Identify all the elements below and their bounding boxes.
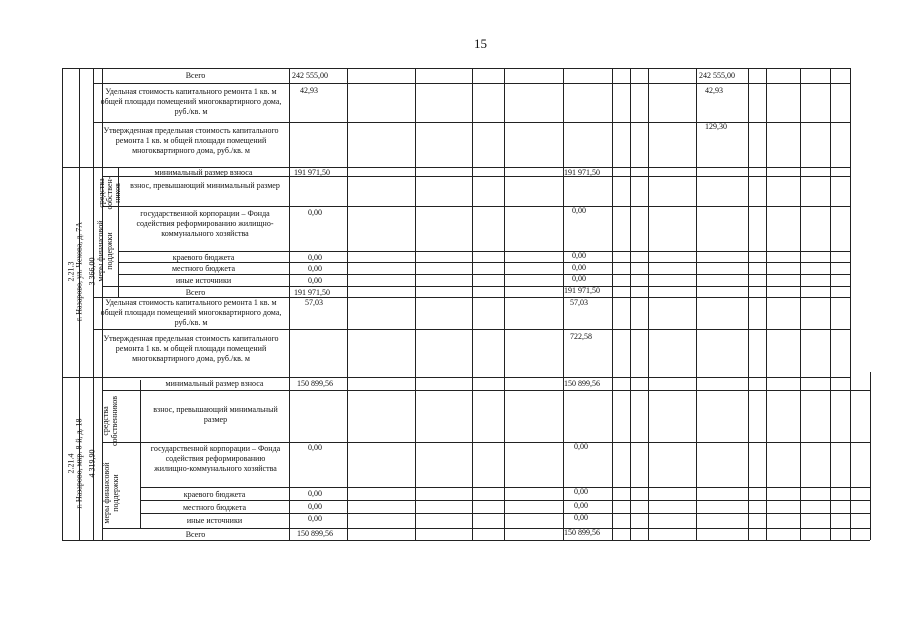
row-label-total: Всего — [185, 530, 206, 539]
cell-total-col: 242 555,00 — [699, 71, 735, 80]
table-border — [347, 68, 348, 540]
table-border — [504, 68, 505, 540]
table-border — [102, 390, 870, 391]
row-label-regional: краевого бюджета — [183, 490, 246, 499]
cell-limit-col: 722,58 — [570, 332, 592, 341]
table-border — [102, 528, 870, 529]
table-border — [140, 500, 870, 501]
table-border — [648, 68, 649, 540]
cell-min-payment-col: 150 899,56 — [564, 379, 600, 388]
table-border — [93, 329, 850, 330]
table-border — [630, 68, 631, 540]
house-code: 2.21.3 — [66, 261, 76, 282]
row-label-total: Всего — [185, 71, 206, 80]
row-label-unit-cost: Удельная стоимость капитального ремонта 1 кв. м общей площади помещений многоквартирного дома, руб./кв. м — [100, 87, 282, 116]
cell-corporation: 0,00 — [308, 443, 322, 452]
cell-regional: 0,00 — [308, 253, 322, 262]
row-label-other: иные источники — [186, 516, 243, 525]
cell-corporation: 0,00 — [308, 208, 322, 217]
table-border — [850, 68, 851, 540]
row-label-corporation: государственной корпорации – Фонда содействия реформированию жилищно-коммунального хозяйства — [150, 444, 281, 473]
row-label-other: иные источники — [175, 276, 232, 285]
cell-total-col: 150 899,56 — [564, 528, 600, 537]
table-border — [766, 68, 767, 540]
cell-local-col: 0,00 — [572, 263, 586, 272]
table-border — [140, 487, 870, 488]
cell-other-col: 0,00 — [574, 513, 588, 522]
row-label-min-payment: минимальный размер взноса — [154, 168, 253, 177]
row-label-limit: Утвержденная предельная стоимость капитального ремонта 1 кв. м общей площади помещений многоквартирного дома, руб./кв. м — [103, 126, 279, 155]
cell-total: 150 899,56 — [297, 529, 333, 538]
table-border — [62, 68, 63, 540]
cell-corporation-col: 0,00 — [574, 442, 588, 451]
cell-min-payment-col: 191 971,50 — [564, 168, 600, 177]
cell-unit-cost-col: 42,93 — [705, 86, 723, 95]
table-border — [140, 513, 870, 514]
row-label-limit: Утвержденная предельная стоимость капитального ремонта 1 кв. м общей площади помещений многоквартирного дома, руб./кв. м — [103, 334, 279, 363]
row-label-corporation: государственной корпорации – Фонда содействия реформированию жилищно-коммунального хозяйства — [136, 209, 274, 238]
cell-other: 0,00 — [308, 514, 322, 523]
row-label-regional: краевого бюджета — [172, 253, 235, 262]
cell-limit-col: 129,30 — [705, 122, 727, 131]
table-border — [118, 274, 850, 275]
cell-regional-col: 0,00 — [572, 251, 586, 260]
cell-min-payment: 150 899,56 — [297, 379, 333, 388]
owners-funds-label: средства собствен-ников — [97, 176, 122, 210]
cell-other-col: 0,00 — [572, 274, 586, 283]
table-border — [102, 286, 850, 287]
table-border — [289, 68, 290, 540]
house-area: 4 319,90 — [87, 449, 97, 478]
table-border — [93, 83, 850, 84]
row-label-unit-cost: Удельная стоимость капитального ремонта 1 кв. м общей площади помещений многоквартирного дома, руб./кв. м — [100, 298, 282, 327]
table-border — [102, 442, 870, 443]
table-border — [102, 206, 850, 207]
table-border — [415, 68, 416, 540]
house-address: г. Назарово, ул. Чехова, д. 7А — [74, 221, 84, 322]
cell-total: 191 971,50 — [294, 288, 330, 297]
page-number: 15 — [474, 36, 487, 51]
table-border — [62, 377, 850, 378]
table-border — [472, 68, 473, 540]
cell-corporation-col: 0,00 — [572, 206, 586, 215]
table-border — [62, 68, 851, 69]
financial-support-label: меры финансовой поддержки — [96, 220, 114, 282]
cell-total: 242 555,00 — [292, 71, 328, 80]
table-border — [118, 251, 850, 252]
cell-local: 0,00 — [308, 502, 322, 511]
table-border — [563, 68, 564, 540]
cell-regional: 0,00 — [308, 489, 322, 498]
row-label-local: местного бюджета — [171, 264, 236, 273]
cell-unit-cost-col: 57,03 — [570, 298, 588, 307]
house-area: 3 366,00 — [87, 257, 97, 286]
table-border — [612, 68, 613, 540]
row-label-excess: взнос, превышающий минимальный размер — [130, 181, 280, 190]
table-border — [93, 122, 850, 123]
cell-total-col: 191 971,50 — [564, 286, 600, 295]
financial-support-label: меры финансовой поддержки — [102, 462, 120, 524]
row-label-total: Всего — [185, 288, 206, 297]
cell-local: 0,00 — [308, 264, 322, 273]
row-label-excess: взнос, превышающий минимальный размер — [153, 405, 278, 424]
cell-min-payment: 191 971,50 — [294, 168, 330, 177]
cell-regional-col: 0,00 — [574, 487, 588, 496]
row-label-local: местного бюджета — [182, 503, 247, 512]
table-border — [748, 68, 749, 540]
owners-funds-label: средства собственников — [101, 395, 119, 447]
table-border — [696, 68, 697, 540]
table-border — [62, 540, 870, 541]
cell-unit-cost: 42,93 — [300, 86, 318, 95]
cell-other: 0,00 — [308, 276, 322, 285]
cell-local-col: 0,00 — [574, 501, 588, 510]
table-border — [830, 68, 831, 540]
house-address: г. Назарово, мкр. 8-й, д. 18 — [74, 418, 84, 509]
cell-unit-cost: 57,03 — [305, 298, 323, 307]
house-code: 2.21.4 — [66, 453, 76, 474]
table-border — [800, 68, 801, 540]
table-border — [870, 372, 871, 540]
row-label-min-payment: минимальный размер взноса — [165, 379, 264, 388]
